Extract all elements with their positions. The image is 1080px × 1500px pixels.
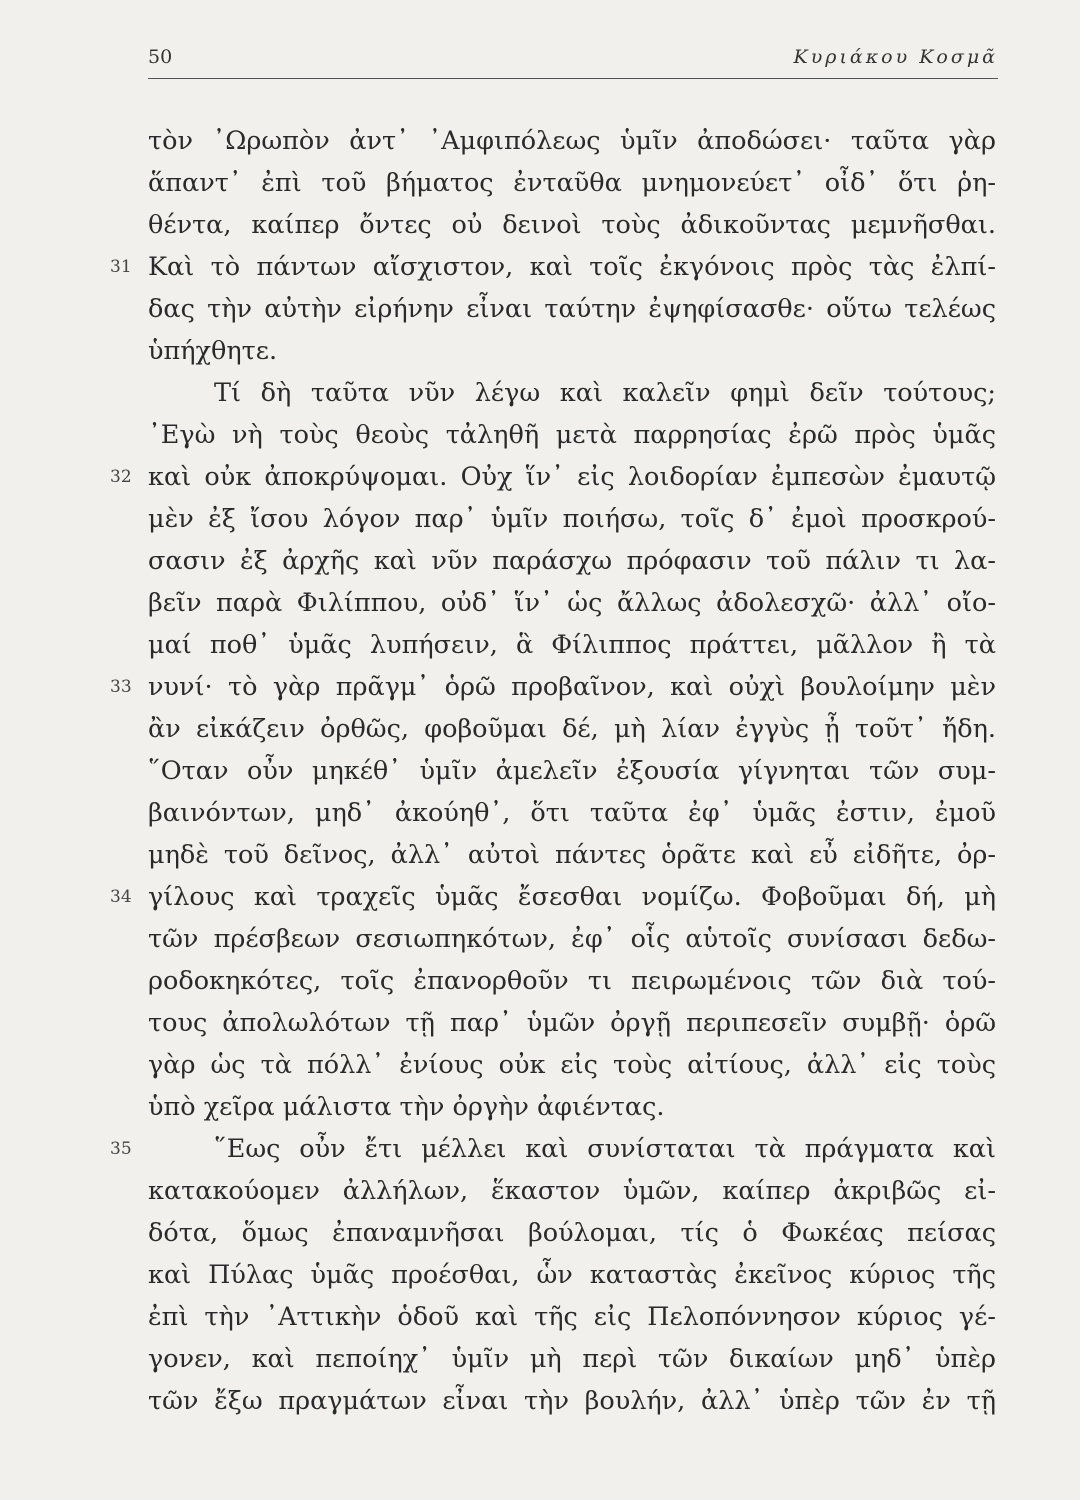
text-line: γὰρ ὡς τὰ πόλλ᾿ ἐνίους οὐκ εἰς τοὺς αἰτίους, ἀλλ᾿ εἰς τοὺς [148, 1050, 996, 1080]
text-line: δότα, ὅμως ἐπαναμνῆσαι βούλομαι, τίς ὁ Φωκέας πείσας [148, 1218, 996, 1248]
page-number: 50 [148, 46, 173, 68]
text-line: ῞Οταν οὖν μηκέθ᾿ ὑμῖν ἀμελεῖν ἐξουσία γίγνηται τῶν συμ- [148, 756, 996, 786]
text-line: μαί ποθ᾿ ὑμᾶς λυπήσειν, ἃ Φίλιππος πράττει, μᾶλλον ἢ τὰ [148, 630, 996, 660]
text-line: γονεν, καὶ πεποίηχ᾿ ὑμῖν μὴ περὶ τῶν δικαίων μηδ᾿ ὑπὲρ [148, 1344, 996, 1374]
text-line: ὑπὸ χεῖρα μάλιστα τὴν ὀργὴν ἀφιέντας. [148, 1092, 665, 1122]
text-line: δας τὴν αὐτὴν εἰρήνην εἶναι ταύτην ἐψηφίσασθε· οὕτω τελέως [148, 294, 996, 324]
page-header [148, 44, 998, 79]
text-line: μηδὲ τοῦ δεῖνος, ἀλλ᾿ αὐτοὶ πάντες ὁρᾶτε καὶ εὖ εἰδῆτε, ὀρ- [148, 840, 996, 870]
section-number: 31 [110, 257, 132, 277]
text-line: ὑπήχθητε. [148, 336, 278, 366]
text-line: βαινόντων, μηδ᾿ ἀκούηθ᾿, ὅτι ταῦτα ἐφ᾿ ὑμᾶς ἐστιν, ἐμοῦ [148, 798, 996, 828]
text-line: τους ἀπολωλότων τῇ παρ᾿ ὑμῶν ὀργῇ περιπεσεῖν συμβῇ· ὁρῶ [148, 1008, 996, 1038]
text-line: θέντα, καίπερ ὄντες οὐ δεινοὶ τοὺς ἀδικοῦντας μεμνῆσθαι. [148, 210, 996, 240]
section-number: 33 [110, 677, 132, 697]
text-line: καὶ Πύλας ὑμᾶς προέσθαι, ὧν καταστὰς ἐκεῖνος κύριος τῆς [148, 1260, 996, 1290]
text-line: γίλους καὶ τραχεῖς ὑμᾶς ἔσεσθαι νομίζω. Φοβοῦμαι δή, μὴ [148, 882, 996, 912]
section-number: 34 [110, 887, 132, 907]
text-line: τῶν πρέσβεων σεσιωπηκότων, ἐφ᾿ οἷς αὑτοῖς συνίσασι δεδω- [148, 924, 996, 954]
text-line: Τί δὴ ταῦτα νῦν λέγω καὶ καλεῖν φημὶ δεῖν τούτους; [214, 378, 996, 408]
text-line: σασιν ἐξ ἀρχῆς καὶ νῦν παράσχω πρόφασιν τοῦ πάλιν τι λα- [148, 546, 996, 576]
text-line: μὲν ἐξ ἴσου λόγον παρ᾿ ὑμῖν ποιήσω, τοῖς δ᾿ ἐμοὶ προσκρού- [148, 504, 996, 534]
text-line: ἐπὶ τὴν ᾿Αττικὴν ὁδοῦ καὶ τῆς εἰς Πελοπόννησον κύριος γέ- [148, 1302, 996, 1332]
running-head: Κυριάκου Κοσμᾶ [793, 46, 998, 68]
section-number: 32 [110, 467, 132, 487]
text-line: ῞Εως οὖν ἔτι μέλλει καὶ συνίσταται τὰ πράγματα καὶ [214, 1134, 996, 1164]
text-line: Καὶ τὸ πάντων αἴσχιστον, καὶ τοῖς ἐκγόνοις πρὸς τὰς ἐλπί- [148, 252, 996, 282]
text-line: βεῖν παρὰ Φιλίππου, οὐδ᾿ ἵν᾿ ὡς ἄλλως ἀδολεσχῶ· ἀλλ᾿ οἴο- [148, 588, 996, 618]
text-line: καὶ οὐκ ἀποκρύψομαι. Οὐχ ἵν᾿ εἰς λοιδορίαν ἐμπεσὼν ἐμαυτῷ [148, 462, 996, 492]
text-line: ἅπαντ᾿ ἐπὶ τοῦ βήματος ἐνταῦθα μνημονεύετ᾿ οἶδ᾿ ὅτι ῥη- [148, 168, 996, 198]
text-line: ἂν εἰκάζειν ὀρθῶς, φοβοῦμαι δέ, μὴ λίαν ἐγγὺς ᾖ τοῦτ᾿ ἤδη. [148, 714, 996, 744]
text-line: ροδοκηκότες, τοῖς ἐπανορθοῦν τι πειρωμένοις τῶν διὰ τού- [148, 966, 996, 996]
text-line: ᾿Εγὼ νὴ τοὺς θεοὺς τἀληθῆ μετὰ παρρησίας ἐρῶ πρὸς ὑμᾶς [148, 420, 996, 450]
text-line: τῶν ἔξω πραγμάτων εἶναι τὴν βουλήν, ἀλλ᾿ ὑπὲρ τῶν ἐν τῇ [148, 1386, 996, 1416]
text-line: νυνί· τὸ γὰρ πρᾶγμ᾿ ὁρῶ προβαῖνον, καὶ οὐχὶ βουλοίμην μὲν [148, 672, 996, 702]
text-line: τὸν ᾿Ωρωπὸν ἀντ᾿ ᾿Αμφιπόλεως ὑμῖν ἀποδώσει· ταῦτα γὰρ [148, 126, 996, 156]
text-line: κατακούομεν ἀλλήλων, ἕκαστον ὑμῶν, καίπερ ἀκριβῶς εἰ- [148, 1176, 996, 1206]
section-number: 35 [110, 1139, 132, 1159]
